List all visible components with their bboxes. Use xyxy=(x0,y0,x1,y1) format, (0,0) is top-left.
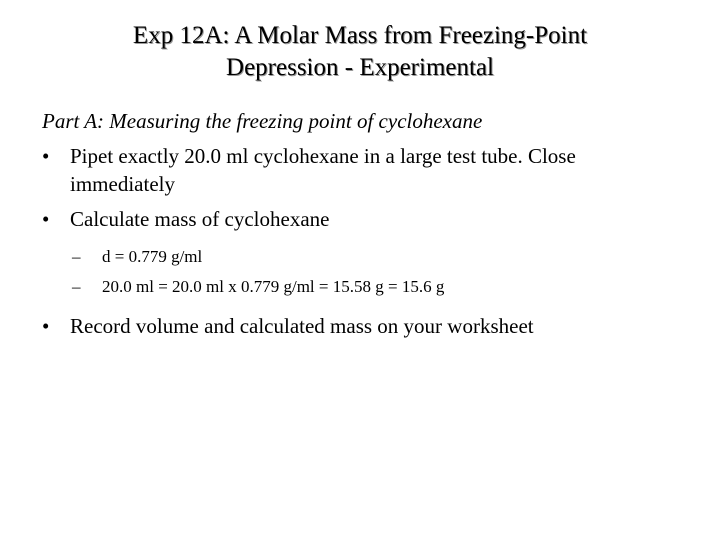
slide-title-line-1: Exp 12A: A Molar Mass from Freezing-Point xyxy=(132,22,588,49)
section-heading: Part A: Measuring the freezing point of cyclohexane xyxy=(42,109,483,133)
sub-item-text: d = 0.779 g/ml xyxy=(102,247,203,266)
slide-body xyxy=(42,107,682,347)
bullet-text: Pipet exactly 20.0 ml cyclohexane in a large test tube. Close immediately xyxy=(70,144,576,196)
bullet-text: Calculate mass of cyclohexane xyxy=(70,207,330,231)
sub-item-density xyxy=(42,246,682,268)
bullet-item-pipet xyxy=(42,142,682,198)
bullet-item-record xyxy=(42,312,682,340)
bullet-marker: • xyxy=(42,144,50,168)
sub-item-mass-calculation xyxy=(42,276,682,298)
bullet-item-calculate-mass xyxy=(42,205,682,233)
sub-item-text: 20.0 ml = 20.0 ml x 0.779 g/ml = 15.58 g = 15.6 g xyxy=(102,277,445,296)
slide-title-line-2: Depression - Experimental xyxy=(226,54,494,81)
bullet-text: Record volume and calculated mass on your worksheet xyxy=(70,314,534,338)
dash-marker: – xyxy=(72,247,81,266)
dash-marker: – xyxy=(72,277,81,296)
bullet-marker: • xyxy=(42,207,50,231)
bullet-marker: • xyxy=(42,314,50,338)
sub-list xyxy=(42,246,682,298)
slide-title xyxy=(40,20,680,84)
